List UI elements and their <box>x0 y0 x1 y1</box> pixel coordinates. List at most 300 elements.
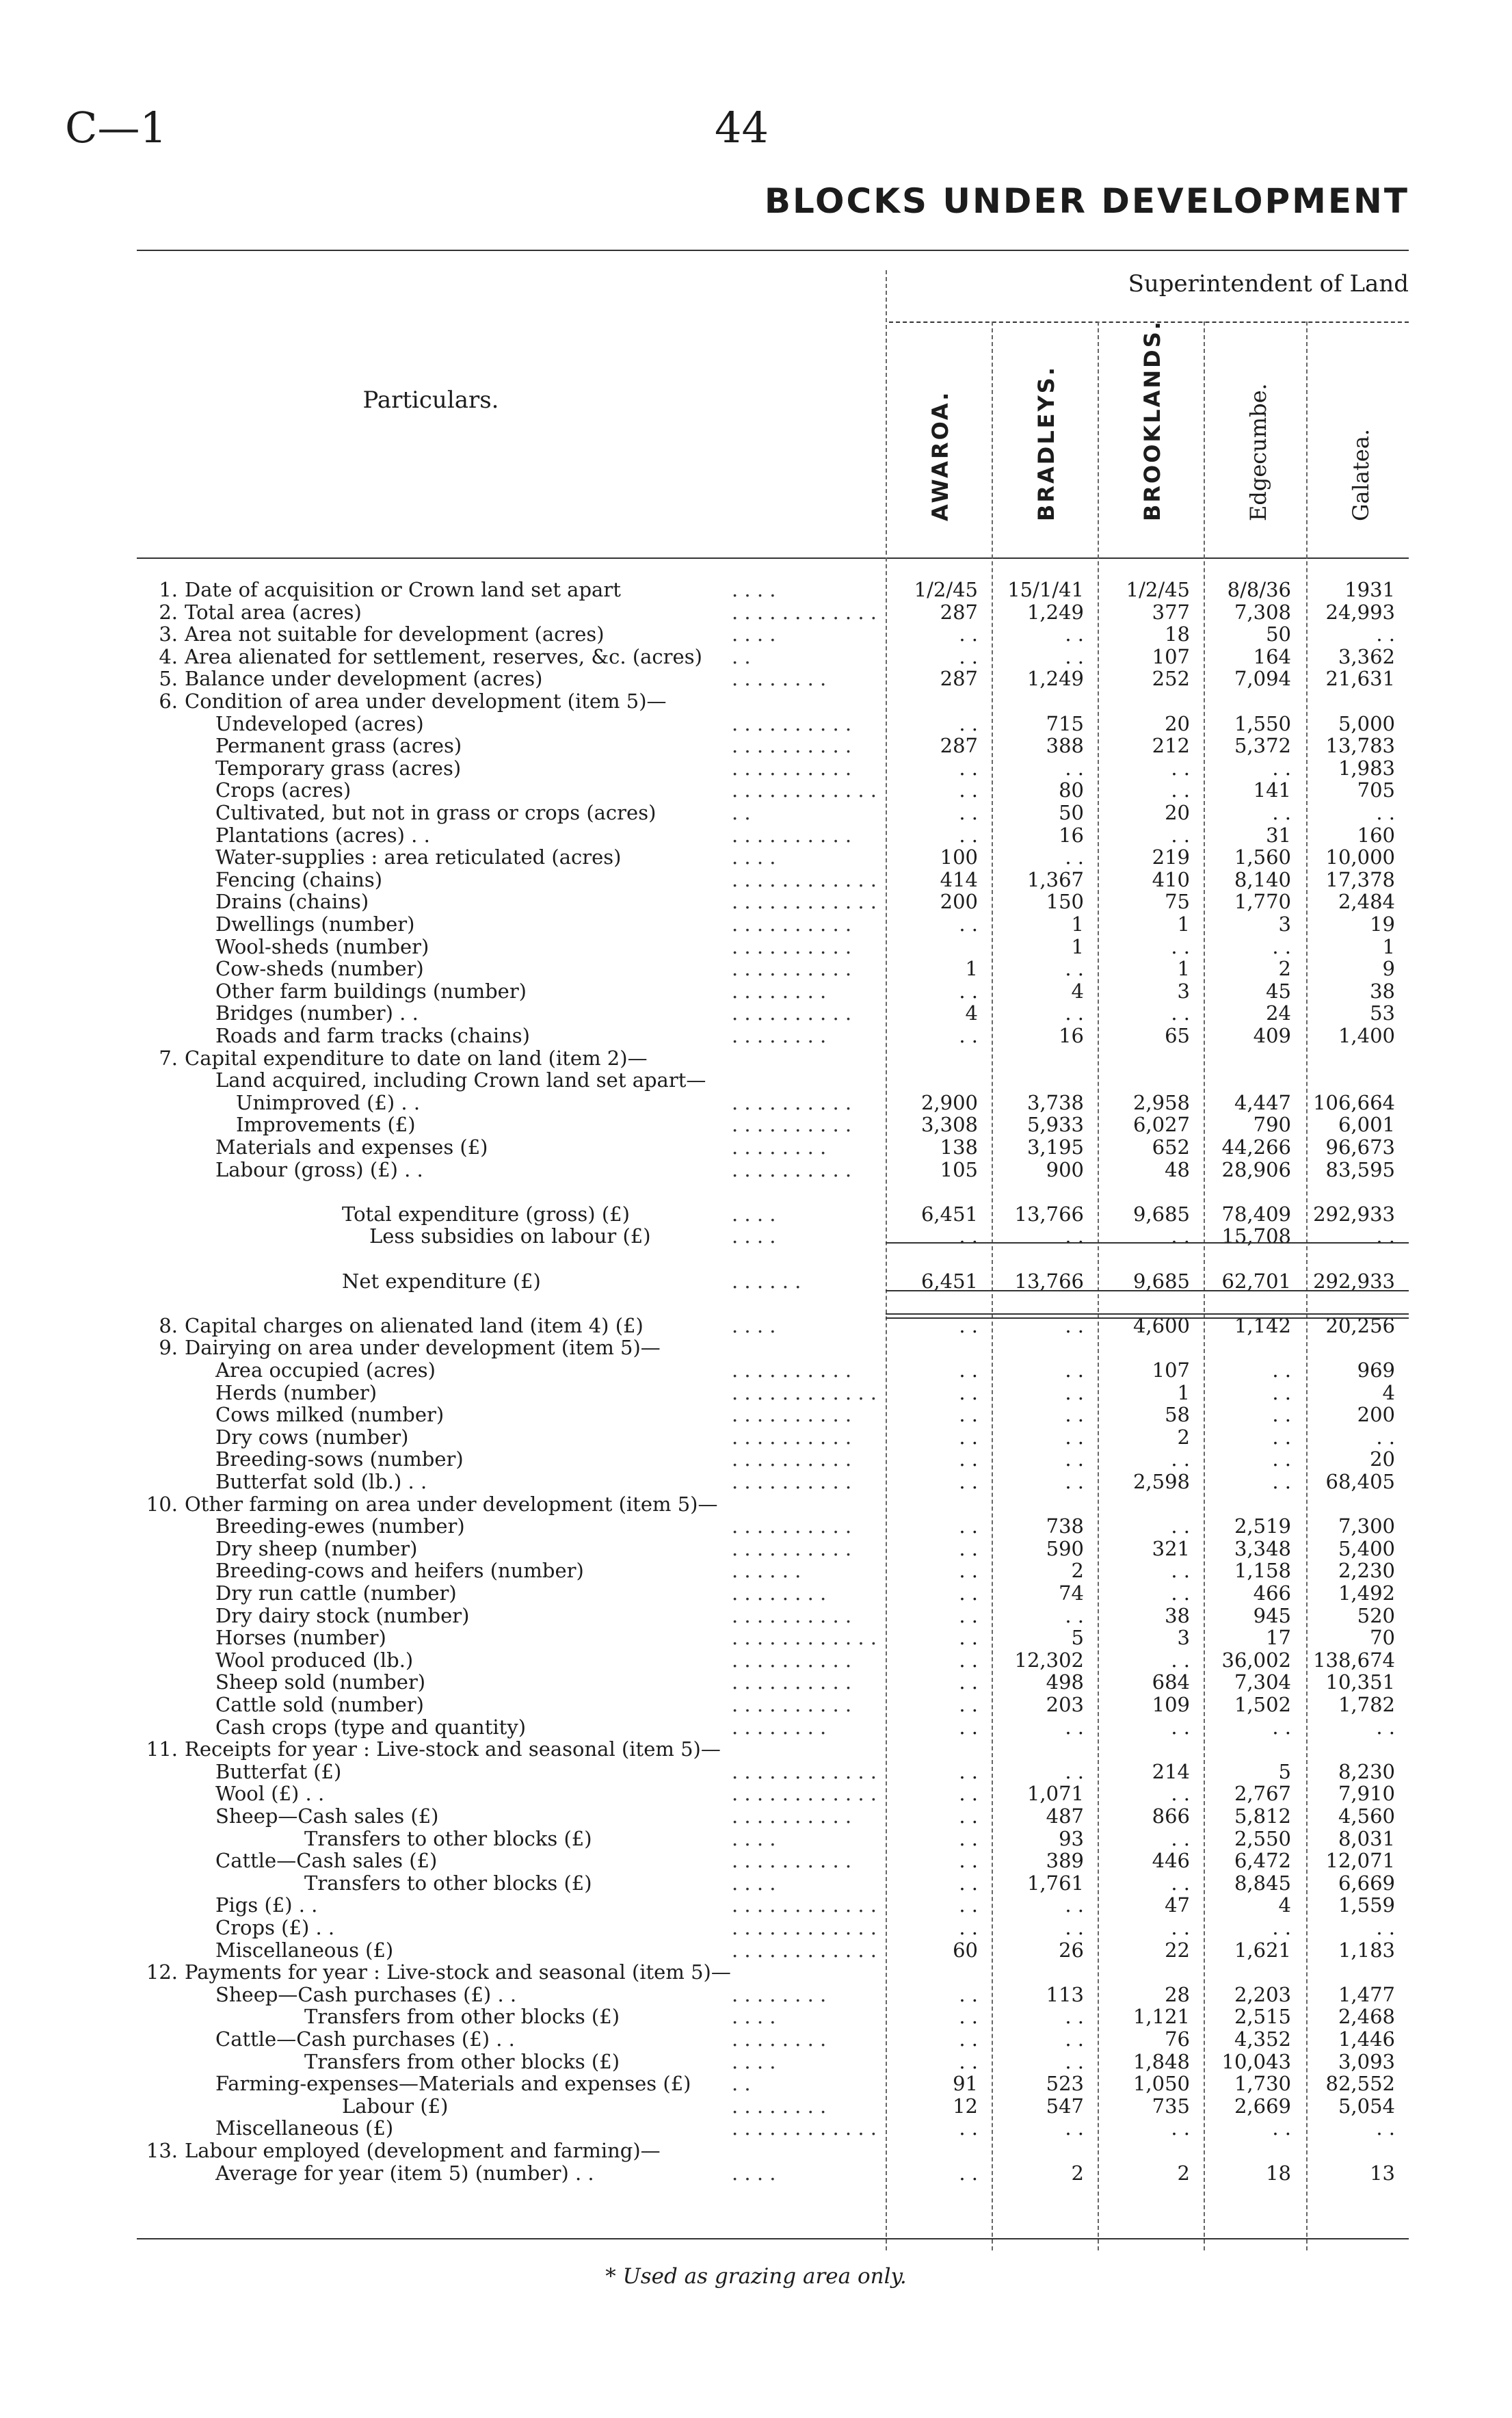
table-cell: . . <box>959 1470 978 1493</box>
table-row <box>0 1604 1512 1627</box>
table-cell: 22 <box>1165 1938 1190 1962</box>
table-cell: . . <box>1376 622 1395 646</box>
table-cell: . . <box>959 1626 978 1650</box>
row-leader-dots: . . . . . . . . <box>732 2027 827 2051</box>
table-cell: . . <box>959 2027 978 2051</box>
table-cell: . . <box>959 2005 978 2029</box>
row-label: Undeveloped (acres) <box>215 711 424 735</box>
item-number: 13. <box>146 2139 178 2162</box>
table-cell: 20 <box>1165 801 1190 824</box>
table-cell: 2,519 <box>1234 1514 1291 1538</box>
table-row <box>0 1716 1512 1739</box>
table-cell: 2,900 <box>920 1090 978 1114</box>
table-row <box>0 1291 1512 1315</box>
row-leader-dots: . . . . . . . . . . <box>732 1670 852 1694</box>
table-cell: . . <box>1171 1001 1190 1025</box>
row-label: Butterfat sold (lb.) . . <box>215 1470 427 1493</box>
table-cell: 6,027 <box>1132 1113 1190 1137</box>
table-cell: . . <box>1171 1782 1190 1806</box>
table-cell: 200 <box>1357 1403 1395 1427</box>
table-cell: 5 <box>1278 1759 1291 1783</box>
column-header-bradleys <box>995 365 1098 547</box>
table-row <box>0 845 1512 869</box>
table-row <box>0 1001 1512 1025</box>
table-row <box>0 1827 1512 1850</box>
table-row <box>0 1381 1512 1404</box>
table-cell: 1,502 <box>1234 1693 1291 1716</box>
table-cell: 6,669 <box>1338 1871 1395 1895</box>
table-cell: . . <box>1065 1715 1084 1739</box>
row-leader-dots: . . . . . . . . <box>732 1024 827 1047</box>
table-cell: 321 <box>1152 1536 1190 1560</box>
table-cell: . . <box>959 1514 978 1538</box>
row-label: Cows milked (number) <box>215 1403 445 1427</box>
row-label: Cash crops (type and quantity) <box>215 1715 527 1739</box>
table-row <box>0 1024 1512 1047</box>
table-row <box>0 1514 1512 1538</box>
row-label: Transfers to other blocks (£) <box>304 1826 592 1850</box>
table-cell: 1,559 <box>1338 1893 1395 1917</box>
table-row <box>0 578 1512 601</box>
row-leader-dots: . . . . <box>732 622 776 646</box>
row-leader-dots: . . . . . . . . <box>732 979 827 1003</box>
column-header-label: Edgecumbe. <box>1245 383 1271 521</box>
table-cell: . . <box>1065 756 1084 780</box>
row-label: Plantations (acres) . . <box>215 823 430 847</box>
row-leader-dots: . . . . . . . . . . <box>732 1403 852 1427</box>
table-cell: 2,669 <box>1234 2094 1291 2118</box>
table-cell: . . <box>1171 1224 1190 1248</box>
table-cell: . . <box>959 823 978 847</box>
row-label: Sheep sold (number) <box>215 1670 426 1694</box>
row-leader-dots: . . . . <box>732 2005 776 2029</box>
row-label: Unimproved (£) . . <box>236 1090 421 1114</box>
row-leader-dots: . . . . . . . . . . <box>732 1648 852 1672</box>
table-row <box>0 1983 1512 2006</box>
table-cell: 38 <box>1370 979 1395 1003</box>
row-leader-dots: . . . . . . . . . . . . <box>732 1759 877 1783</box>
table-cell: 287 <box>940 667 978 691</box>
page-identifier: C—1 <box>65 103 167 153</box>
row-label: Permanent grass (acres) <box>215 734 462 758</box>
table-cell: . . <box>959 1024 978 1047</box>
table-cell: . . <box>959 1871 978 1895</box>
table-row <box>0 1425 1512 1449</box>
top-rule <box>137 250 1409 251</box>
table-cell: 212 <box>1152 734 1190 758</box>
table-cell: . . <box>959 2116 978 2140</box>
table-cell: . . <box>959 1403 978 1427</box>
item-number: 10. <box>146 1492 178 1516</box>
table-row <box>0 712 1512 735</box>
row-leader-dots: . . . . . . . . . . <box>732 1514 852 1538</box>
table-cell: . . <box>1272 1380 1291 1404</box>
table-cell: 60 <box>953 1938 978 1962</box>
row-leader-dots: . . . . <box>732 578 776 601</box>
row-label: Capital charges on alienated land (item 4) (£) <box>185 1313 644 1337</box>
table-cell: 68,405 <box>1325 1470 1395 1493</box>
row-label: Sheep—Cash sales (£) <box>215 1804 439 1828</box>
table-row <box>0 1893 1512 1917</box>
table-cell: 3 <box>1278 912 1291 936</box>
table-cell: 292,933 <box>1313 1202 1395 1226</box>
table-row <box>0 980 1512 1003</box>
row-label: Average for year (item 5) (number) . . <box>215 2161 594 2185</box>
row-leader-dots: . . . . . . . . . . . . <box>732 778 877 802</box>
table-cell: 75 <box>1165 890 1190 914</box>
table-cell: 2 <box>1071 1559 1084 1583</box>
table-cell: 1,249 <box>1026 667 1084 691</box>
row-leader-dots: . . . . <box>732 2049 776 2073</box>
table-cell: 1,730 <box>1234 2072 1291 2096</box>
table-cell: 945 <box>1253 1603 1291 1627</box>
table-row <box>0 1804 1512 1828</box>
table-cell: 20 <box>1370 1447 1395 1471</box>
row-label: Improvements (£) <box>236 1113 416 1137</box>
row-label: Net expenditure (£) <box>342 1269 541 1293</box>
table-row <box>0 2072 1512 2095</box>
table-cell: . . <box>1065 1313 1084 1337</box>
table-cell: 1,142 <box>1234 1313 1291 1337</box>
row-leader-dots: . . . . . . . . <box>732 1581 827 1605</box>
row-leader-dots: . . . . . . . . . . <box>732 1157 852 1181</box>
row-leader-dots: . . . . <box>732 2161 776 2185</box>
item-number: 8. <box>159 1313 178 1337</box>
row-leader-dots: . . . . . . . . . . <box>732 1113 852 1137</box>
table-cell: 200 <box>940 890 978 914</box>
table-cell: . . <box>959 1670 978 1694</box>
table-cell: 377 <box>1152 600 1190 624</box>
table-cell: . . <box>1272 801 1291 824</box>
table-row <box>0 622 1512 646</box>
table-cell: 520 <box>1357 1603 1395 1627</box>
table-row <box>0 868 1512 891</box>
table-cell: 2 <box>1278 957 1291 981</box>
row-label: Area not suitable for development (acres) <box>185 622 605 646</box>
row-leader-dots: . . . . . . . . . . <box>732 1470 852 1493</box>
table-cell: . . <box>959 711 978 735</box>
table-cell: . . <box>1171 1916 1190 1939</box>
table-cell: 1,477 <box>1338 1982 1395 2006</box>
table-cell: 590 <box>1046 1536 1084 1560</box>
row-leader-dots: . . . . . . . . . . . . <box>732 2116 877 2140</box>
table-cell: 3,093 <box>1338 2049 1395 2073</box>
table-cell: 113 <box>1046 1982 1084 2006</box>
item-number: 7. <box>159 1046 178 1070</box>
table-cell: 5,372 <box>1234 734 1291 758</box>
row-label: Farming-expenses—Materials and expenses (£) <box>215 2072 691 2096</box>
table-cell: 100 <box>940 845 978 869</box>
table-cell: . . <box>1272 1425 1291 1449</box>
table-cell: 4 <box>1071 979 1084 1003</box>
table-cell: 7,094 <box>1234 667 1291 691</box>
table-cell: 6,001 <box>1338 1113 1395 1137</box>
table-cell: 74 <box>1059 1581 1084 1605</box>
row-label: Miscellaneous (£) <box>215 2116 394 2140</box>
row-leader-dots: . . . . . . . . . . <box>732 1603 852 1627</box>
table-cell: 28,906 <box>1221 1157 1291 1181</box>
table-cell: 969 <box>1357 1358 1395 1382</box>
row-label: Bridges (number) . . <box>215 1001 419 1025</box>
row-label: Less subsidies on labour (£) <box>369 1224 651 1248</box>
table-cell: . . <box>1376 1916 1395 1939</box>
table-cell: . . <box>1065 2116 1084 2140</box>
table-cell: 790 <box>1253 1113 1291 1137</box>
table-row <box>0 757 1512 780</box>
table-cell: . . <box>959 1425 978 1449</box>
table-cell: . . <box>959 1648 978 1672</box>
table-cell: 1,400 <box>1338 1024 1395 1047</box>
table-cell: . . <box>1171 1715 1190 1739</box>
table-cell: 17,378 <box>1325 867 1395 891</box>
table-cell: 1,782 <box>1338 1693 1395 1716</box>
row-label: Labour (£) <box>342 2094 449 2118</box>
row-label: Materials and expenses (£) <box>215 1135 488 1159</box>
row-label: Condition of area under development (item 5)— <box>185 689 667 713</box>
table-cell: 409 <box>1253 1024 1291 1047</box>
row-leader-dots: . . . . <box>732 1826 776 1850</box>
table-row <box>0 1693 1512 1716</box>
row-label: Dry dairy stock (number) <box>215 1603 470 1627</box>
table-row <box>0 2005 1512 2028</box>
table-row <box>0 1626 1512 1649</box>
row-leader-dots: . . . . . . . . <box>732 2094 827 2118</box>
row-leader-dots: . . . . . . . . <box>732 1982 827 2006</box>
table-cell: 2,550 <box>1234 1826 1291 1850</box>
row-label: Sheep—Cash purchases (£) . . <box>215 1982 517 2006</box>
table-cell: . . <box>959 979 978 1003</box>
table-cell: 24 <box>1266 1001 1291 1025</box>
table-cell: . . <box>1376 1715 1395 1739</box>
row-label: Temporary grass (acres) <box>215 756 462 780</box>
footnote: * Used as grazing area only. <box>605 2264 907 2289</box>
item-number: 11. <box>146 1737 178 1761</box>
table-cell: 1,071 <box>1026 1782 1084 1806</box>
table-row <box>0 1068 1512 1092</box>
item-number: 1. <box>159 578 178 601</box>
table-row <box>0 824 1512 847</box>
header-rule <box>137 557 1409 559</box>
table-cell: 292,933 <box>1313 1269 1395 1293</box>
table-cell: 13,766 <box>1014 1202 1084 1226</box>
row-label: Wool produced (lb.) <box>215 1648 414 1672</box>
column-header-galatea <box>1310 429 1412 547</box>
table-cell: . . <box>1065 1603 1084 1627</box>
table-cell: . . <box>959 1826 978 1850</box>
table-cell: . . <box>1171 1826 1190 1850</box>
table-cell: . . <box>1065 2027 1084 2051</box>
table-cell: . . <box>1065 2049 1084 2073</box>
table-cell: 5,000 <box>1338 711 1395 735</box>
table-cell: 735 <box>1152 2094 1190 2118</box>
table-cell: 19 <box>1370 912 1395 936</box>
page-title: BLOCKS UNDER DEVELOPMENT <box>764 181 1409 221</box>
table-row <box>0 1091 1512 1114</box>
table-cell: 7,308 <box>1234 600 1291 624</box>
table-cell: 18 <box>1266 2161 1291 2185</box>
table-cell: 487 <box>1046 1804 1084 1828</box>
table-cell: 466 <box>1253 1581 1291 1605</box>
table-cell: 1,446 <box>1338 2027 1395 2051</box>
table-cell: 83,595 <box>1325 1157 1395 1181</box>
table-row <box>0 1047 1512 1070</box>
row-label: Cow-sheds (number) <box>215 957 424 981</box>
table-cell: 3,362 <box>1338 644 1395 668</box>
table-cell: . . <box>1171 1514 1190 1538</box>
page-number: 44 <box>715 103 769 153</box>
row-leader-dots: . . . . . . . . . . . . <box>732 600 877 624</box>
table-cell: 4,447 <box>1234 1090 1291 1114</box>
row-leader-dots: . . . . . . . . . . <box>732 756 852 780</box>
table-cell: . . <box>959 2161 978 2185</box>
table-cell: 547 <box>1046 2094 1084 2118</box>
row-label: Horses (number) <box>215 1626 386 1650</box>
row-label: Pigs (£) . . <box>215 1893 318 1917</box>
table-row <box>0 1135 1512 1159</box>
table-cell: 4 <box>1382 1380 1395 1404</box>
table-cell: . . <box>1272 1447 1291 1471</box>
table-row <box>0 1960 1512 1984</box>
item-number: 4. <box>159 644 178 668</box>
table-cell: . . <box>959 1693 978 1716</box>
table-cell: 1 <box>1177 957 1190 981</box>
row-label: Labour employed (development and farming)— <box>185 2139 661 2162</box>
item-number: 3. <box>159 622 178 646</box>
table-cell: . . <box>959 756 978 780</box>
table-cell: 16 <box>1059 1024 1084 1047</box>
table-row <box>0 2116 1512 2140</box>
table-row <box>0 689 1512 713</box>
table-cell: 1 <box>1382 934 1395 958</box>
table-row <box>0 1336 1512 1359</box>
row-leader-dots: . . . . . . . . . . <box>732 1804 852 1828</box>
row-label: Transfers from other blocks (£) <box>304 2005 620 2029</box>
row-leader-dots: . . . . <box>732 845 776 869</box>
row-label: Herds (number) <box>215 1380 377 1404</box>
row-leader-dots: . . . . . . . . . . <box>732 711 852 735</box>
table-cell: . . <box>1065 644 1084 668</box>
row-label: Land acquired, including Crown land set apart— <box>215 1068 706 1092</box>
table-row <box>0 601 1512 624</box>
table-cell: 5,933 <box>1026 1113 1084 1137</box>
table-cell: . . <box>1272 2116 1291 2140</box>
table-cell: 1,761 <box>1026 1871 1084 1895</box>
table-cell: 523 <box>1046 2072 1084 2096</box>
table-cell: . . <box>959 1559 978 1583</box>
table-cell: 8/8/36 <box>1227 578 1291 601</box>
table-cell: . . <box>959 1581 978 1605</box>
table-cell: 715 <box>1046 711 1084 735</box>
table-cell: 65 <box>1165 1024 1190 1047</box>
row-leader-dots: . . . . . . . . . . . . <box>732 1626 877 1650</box>
table-cell: 105 <box>940 1157 978 1181</box>
item-number: 12. <box>146 1960 178 1984</box>
table-cell: 2,468 <box>1338 2005 1395 2029</box>
table-cell: 164 <box>1253 644 1291 668</box>
row-label: Cattle sold (number) <box>215 1693 424 1716</box>
row-leader-dots: . . . . . . . . . . . . <box>732 1893 877 1917</box>
table-cell: 1 <box>965 957 978 981</box>
row-label: Dwellings (number) <box>215 912 415 936</box>
row-leader-dots: . . . . . . . . . . <box>732 912 852 936</box>
table-row <box>0 1224 1512 1248</box>
table-cell: . . <box>959 1759 978 1783</box>
row-label: Payments for year : Live-stock and seasonal (item 5)— <box>185 1960 731 1984</box>
table-cell: . . <box>1065 1380 1084 1404</box>
table-cell: 389 <box>1046 1849 1084 1873</box>
table-row <box>0 778 1512 802</box>
table-cell: 1931 <box>1344 578 1395 601</box>
table-row <box>0 1470 1512 1493</box>
net-rule-double <box>886 1317 1409 1319</box>
table-cell: 1,492 <box>1338 1581 1395 1605</box>
table-row <box>0 1760 1512 1783</box>
table-cell: 446 <box>1152 1849 1190 1873</box>
item-number: 5. <box>159 667 178 691</box>
row-label: Cattle—Cash sales (£) <box>215 1849 438 1873</box>
table-row <box>0 1113 1512 1136</box>
table-cell: 26 <box>1059 1938 1084 1962</box>
row-leader-dots: . . . . . . . . . . . . <box>732 1380 877 1404</box>
table-cell: 12,302 <box>1014 1648 1084 1672</box>
table-cell: 1,983 <box>1338 756 1395 780</box>
row-label: Cattle—Cash purchases (£) . . <box>215 2027 515 2051</box>
table-cell: . . <box>1171 778 1190 802</box>
table-row <box>0 1871 1512 1895</box>
table-cell: 5,400 <box>1338 1536 1395 1560</box>
table-cell: 48 <box>1165 1157 1190 1181</box>
table-row <box>0 2027 1512 2051</box>
row-label: Receipts for year : Live-stock and seasonal (item 5)— <box>185 1737 721 1761</box>
row-leader-dots: . . . . <box>732 1313 776 1337</box>
table-cell: 2,484 <box>1338 890 1395 914</box>
table-cell: . . <box>1171 1581 1190 1605</box>
row-leader-dots: . . . . . . . . . . <box>732 957 852 981</box>
table-cell: 18 <box>1165 622 1190 646</box>
table-cell: 1 <box>1071 934 1084 958</box>
table-cell: 1,848 <box>1132 2049 1190 2073</box>
table-cell: 62,701 <box>1221 1269 1291 1293</box>
table-cell: 5,054 <box>1338 2094 1395 2118</box>
table-cell: . . <box>1171 823 1190 847</box>
table-cell: 78,409 <box>1221 1202 1291 1226</box>
table-cell: . . <box>1065 1916 1084 1939</box>
row-leader-dots: . . . . . . . . . . <box>732 934 852 958</box>
table-cell: 7,304 <box>1234 1670 1291 1694</box>
row-leader-dots: . . . . <box>732 1871 776 1895</box>
table-cell: . . <box>1171 1648 1190 1672</box>
table-cell: . . <box>1376 2116 1395 2140</box>
table-cell: 1/2/45 <box>914 578 978 601</box>
row-leader-dots: . . . . . . . . . . <box>732 1849 852 1873</box>
row-label: Transfers from other blocks (£) <box>304 2049 620 2073</box>
table-cell: 1,550 <box>1234 711 1291 735</box>
table-cell: 3,195 <box>1026 1135 1084 1159</box>
row-leader-dots: . . . . . . . . . . <box>732 734 852 758</box>
column-header-label: AWAROA. <box>927 390 953 521</box>
table-cell: 38 <box>1165 1603 1190 1627</box>
table-cell: 1,249 <box>1026 600 1084 624</box>
table-row <box>0 1737 1512 1761</box>
table-cell: . . <box>1065 1358 1084 1382</box>
table-cell: 2,203 <box>1234 1982 1291 2006</box>
table-cell: 15/1/41 <box>1007 578 1084 601</box>
table-cell: 15,708 <box>1221 1224 1291 1248</box>
table-cell: 9,685 <box>1132 1202 1190 1226</box>
row-leader-dots: . . <box>732 2072 751 2096</box>
table-cell: 21,631 <box>1325 667 1395 691</box>
table-cell: . . <box>1065 2005 1084 2029</box>
